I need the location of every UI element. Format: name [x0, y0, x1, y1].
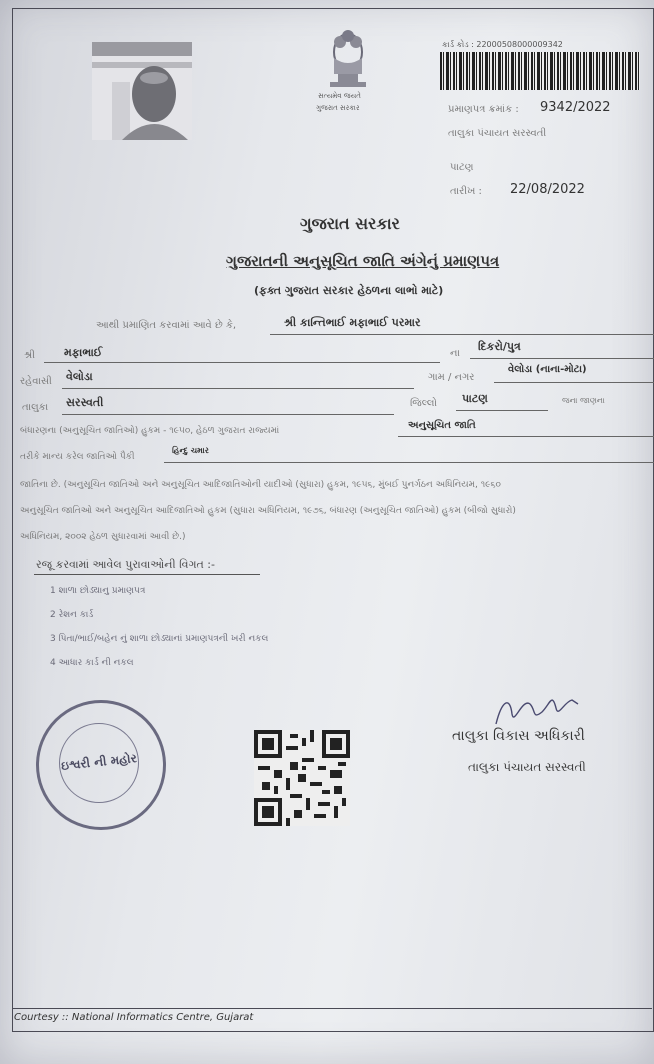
district-suffix: જના જાણના: [562, 396, 605, 405]
seal-text: ઇશ્વરી ની મહોર: [60, 751, 138, 773]
body-line-1: જાતિના છે. (અનુસૂચિત જાતિઓ અને અનુસૂચિત આદિજાતિઓની યાદીઓ (સુધારા) હુકમ, ૧૯૫૬, મુંબઈ પુનર્ગઠન અધિનિયમ, ૧૯૬૦: [20, 480, 501, 490]
issue-date: 22/08/2022: [510, 182, 585, 197]
relation-label: ના: [450, 348, 460, 359]
taluka: સરસ્વતી: [66, 396, 104, 409]
documents-heading: રજૂ કરવામાં આવેલ પુરાવાઓની વિગત :-: [36, 558, 215, 571]
document-item: 2 રેશન કાર્ડ: [50, 610, 94, 620]
document-item: 4 આધાર કાર્ડ ની નકલ: [50, 658, 134, 668]
cert-no-label: પ્રમાણપત્ર ક્રમાંક :: [448, 104, 519, 115]
state-emblem: [312, 22, 384, 120]
resident: વેલોડા: [66, 370, 93, 383]
emblem-text-1: સત્યમેવ જયતે: [318, 92, 361, 100]
applicant-name: શ્રી કાન્તિભાઈ મફાભાઈ પરમાર: [284, 316, 421, 329]
officer-signature: [492, 690, 582, 730]
category: અનુસૂચિત જાતિ: [408, 420, 476, 431]
page-border: [12, 8, 654, 1032]
cert-no: 9342/2022: [540, 100, 611, 115]
village: વેલોડા (નાના-મોટા): [508, 364, 587, 375]
document-item: 1 શાળા છોડ્યાનુ પ્રમાણપત્ર: [50, 586, 146, 596]
father-name: મફાભાઈ: [64, 346, 103, 359]
officer-office: તાલુકા પંચાયત સરસ્વતી: [468, 760, 586, 774]
caste: હિન્દુ ચમાર: [172, 446, 209, 455]
certify-label: આથી પ્રમાણિત કરવામાં આવે છે કે,: [96, 320, 237, 331]
barcode-label: કાર્ડ કોડ : 22000508000009342: [442, 40, 563, 49]
order-text: બંધારણના (અનુસૂચિત જાતિઓ) હુકમ - ૧૯૫૦, હેઠળ ગુજરાત રાજ્યમાં: [20, 426, 280, 436]
district-label: જિલ્લો: [410, 398, 437, 409]
date-label: તારીખ :: [450, 186, 482, 197]
resident-label: રહેવાસી: [20, 376, 52, 387]
issuing-office: તાલુકા પંચાયત સરસ્વતી: [448, 128, 547, 139]
document-item: 3 પિતા/ભાઈ/બહેન નું શાળા છોડ્યાનાં પ્રમાણપત્રની ખરી નકલ: [50, 634, 269, 644]
barcode: [440, 52, 640, 90]
certificate-title: ગુજરાતની અનુસૂચિત જાતિ અંગેનું પ્રમાણપત્ર: [226, 252, 500, 270]
body-line-3: અધિનિયમ, ૨૦૦૨ હેઠળ સુધારવામાં આવી છે.): [20, 532, 186, 542]
government-title: ગુજરાત સરકાર: [300, 214, 400, 233]
office-seal: [36, 700, 166, 830]
certificate-subtitle: (ફક્ત ગુજરાત સરકાર હેઠળના લાભો માટે): [254, 284, 444, 297]
footer-courtesy: Courtesy :: National Informatics Centre, Gujarat: [14, 1012, 254, 1023]
taluka-label: તાલુકા: [22, 402, 49, 413]
district: પાટણ: [462, 392, 488, 405]
footer: [12, 1008, 652, 1031]
qr-code: [254, 730, 350, 826]
shri-label: શ્રી: [24, 350, 36, 361]
officer-designation: તાલુકા વિકાસ અધિકારી: [452, 728, 585, 744]
village-label: ગામ / નગર: [428, 372, 475, 383]
recognized-text: તરીકે માન્ય કરેલ જાતિઓ પૈકી: [20, 452, 135, 462]
applicant-photo: [92, 42, 192, 140]
emblem-text-2: ગુજરાત સરકાર: [316, 104, 360, 112]
body-line-2: અનુસૂચિત જાતિઓ અને અનુસૂચિત આદિજાતિઓ હુકમ (સુધારા અધિનિયમ, ૧૯૭૬, બંધારણ (અનુસૂચિત જાતિઓ) હુકમ (બીજો સુધારો): [20, 506, 516, 516]
relation: દિકરો/પુત્ર: [478, 340, 521, 353]
issuing-district: પાટણ: [450, 162, 474, 173]
